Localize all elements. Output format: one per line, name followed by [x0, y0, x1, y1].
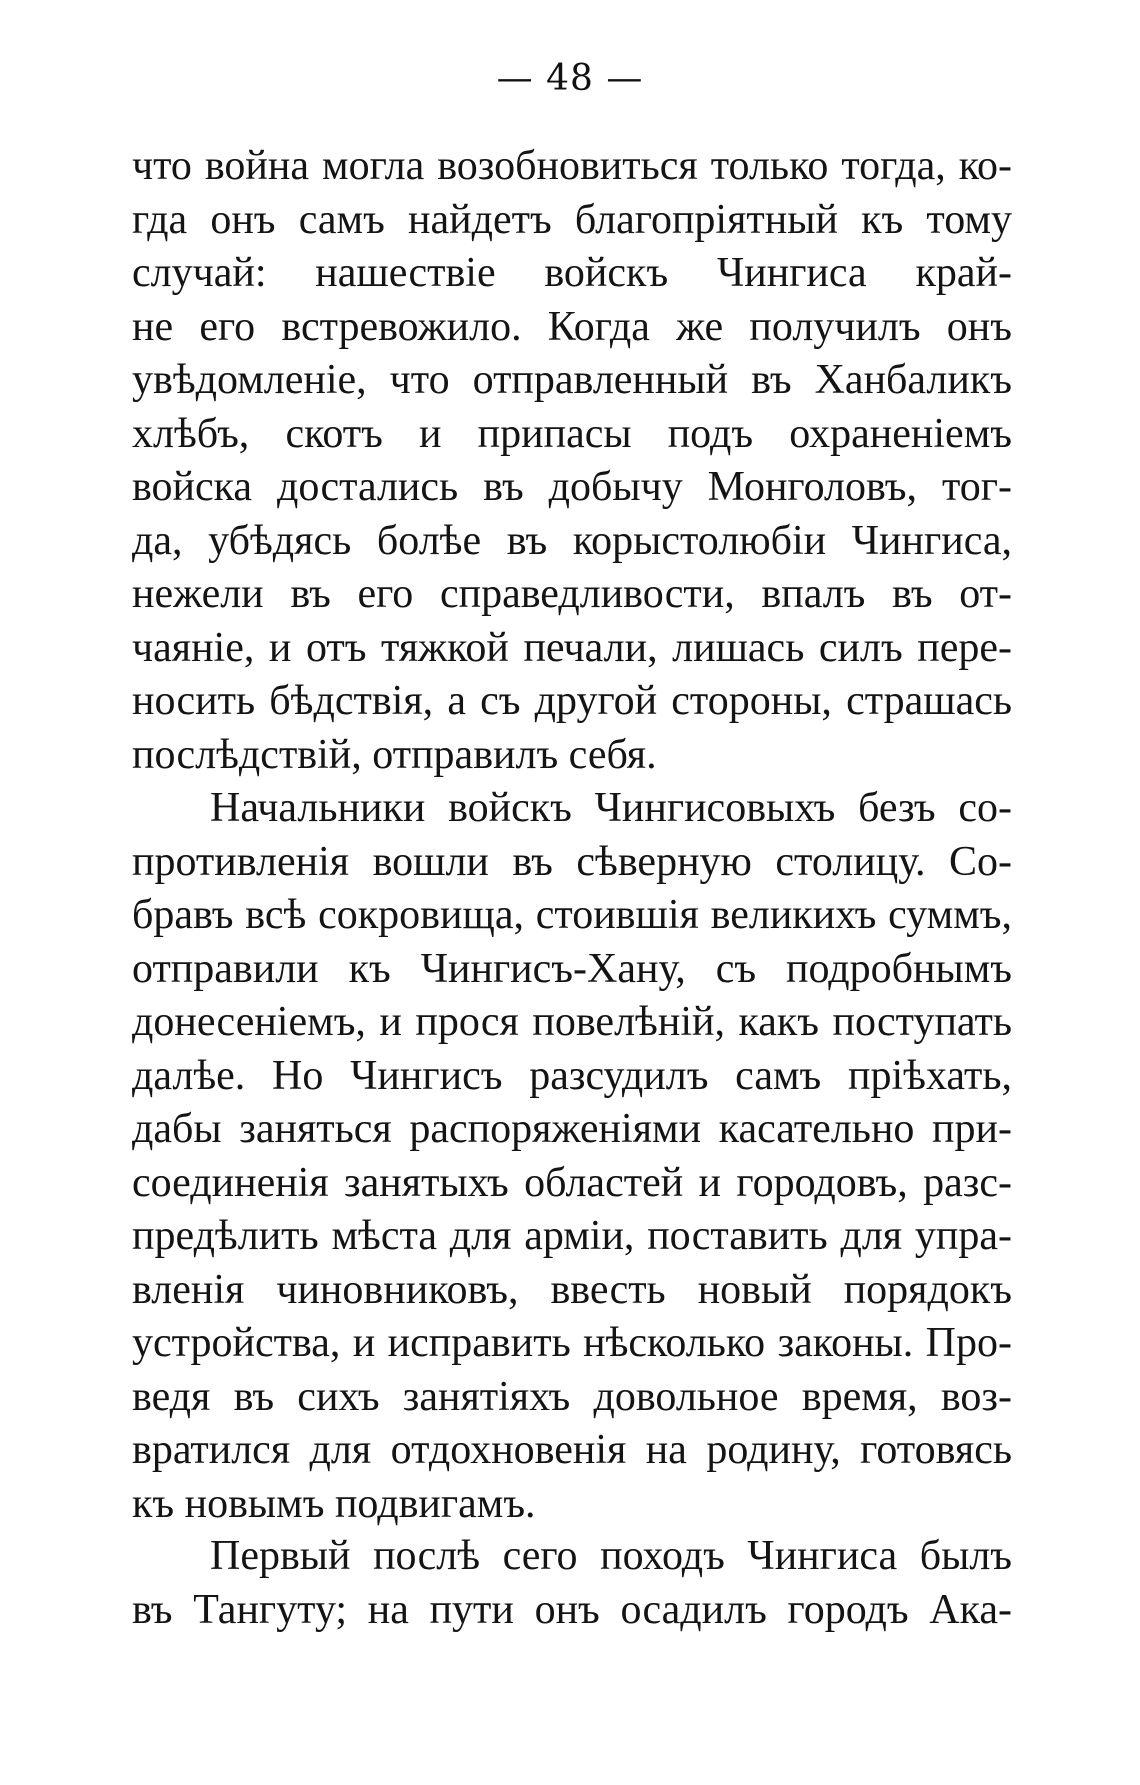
- page-number: — 48 —: [496, 58, 644, 99]
- text-line: донесеніемъ, и прося повелѣній, какъ поступать: [132, 999, 1012, 1045]
- text-line: войска достались въ добычу Монголовъ, тог-: [132, 464, 1012, 510]
- text-line: случай: нашествіе войскъ Чингиса край-: [132, 250, 1012, 296]
- text-line: въ Тангуту; на пути онъ осадилъ городъ Ака-: [132, 1586, 1012, 1633]
- text-line: увѣдомленіе, что отправленный въ Ханбаликъ: [132, 357, 1012, 403]
- text-line: къ новымъ подвигамъ.: [132, 1480, 536, 1527]
- text-line: послѣдствій, отправилъ себя.: [132, 731, 657, 778]
- text-line: хлѣбъ, скотъ и припасы подъ охраненіемъ: [132, 410, 1012, 457]
- text-line: отправили къ Чингисъ-Хану, съ подробнымъ: [132, 945, 1012, 992]
- paragraph: [132, 782, 1012, 1531]
- text-line: да, убѣдясь болѣе въ корыстолюбіи Чингиса,: [132, 517, 1012, 564]
- text-line: не его встревожило. Когда же получилъ онъ: [132, 303, 1012, 350]
- paragraph: [132, 140, 1012, 782]
- text-line: бравъ всѣ сокровища, стоившія великихъ суммъ,: [132, 892, 1012, 938]
- text-line: Начальники войскъ Чингисовыхъ безъ со-: [210, 785, 1012, 831]
- paragraph: [132, 1530, 1012, 1637]
- text-line: соединенія занятыхъ областей и городовъ, разс-: [132, 1159, 1012, 1206]
- text-line: противленія вошли въ сѣверную столицу. Со-: [132, 838, 1012, 885]
- text-line: предѣлить мѣста для арміи, поставить для упра-: [132, 1213, 1012, 1259]
- text-line: вратился для отдохновенія на родину, готовясь: [132, 1427, 1012, 1473]
- text-line: вленія чиновниковъ, ввесть новый порядокъ: [132, 1266, 1012, 1313]
- text-line: гда онъ самъ найдетъ благопріятный къ тому: [132, 196, 1012, 243]
- text-line: устройства, и исправить нѣсколько законы. Про-: [132, 1320, 1012, 1366]
- text-line: ведя въ сихъ занятіяхъ довольное время, воз-: [132, 1373, 1012, 1420]
- text-line: далѣе. Но Чингисъ разсудилъ самъ пріѣхать,: [132, 1052, 1012, 1099]
- text-line: чаяніе, и отъ тяжкой печали, лишась силъ пере-: [132, 624, 1012, 671]
- text-line: Первый послѣ сего походъ Чингиса былъ: [210, 1533, 1012, 1579]
- text-line: что война могла возобновиться только тогда, ко-: [132, 143, 1012, 189]
- text-line: носить бѣдствія, а съ другой стороны, страшась: [132, 678, 1012, 724]
- text-line: дабы заняться распоряженіями касательно при-: [132, 1106, 1012, 1152]
- text-line: нежели въ его справедливости, впалъ въ от-: [132, 571, 1012, 617]
